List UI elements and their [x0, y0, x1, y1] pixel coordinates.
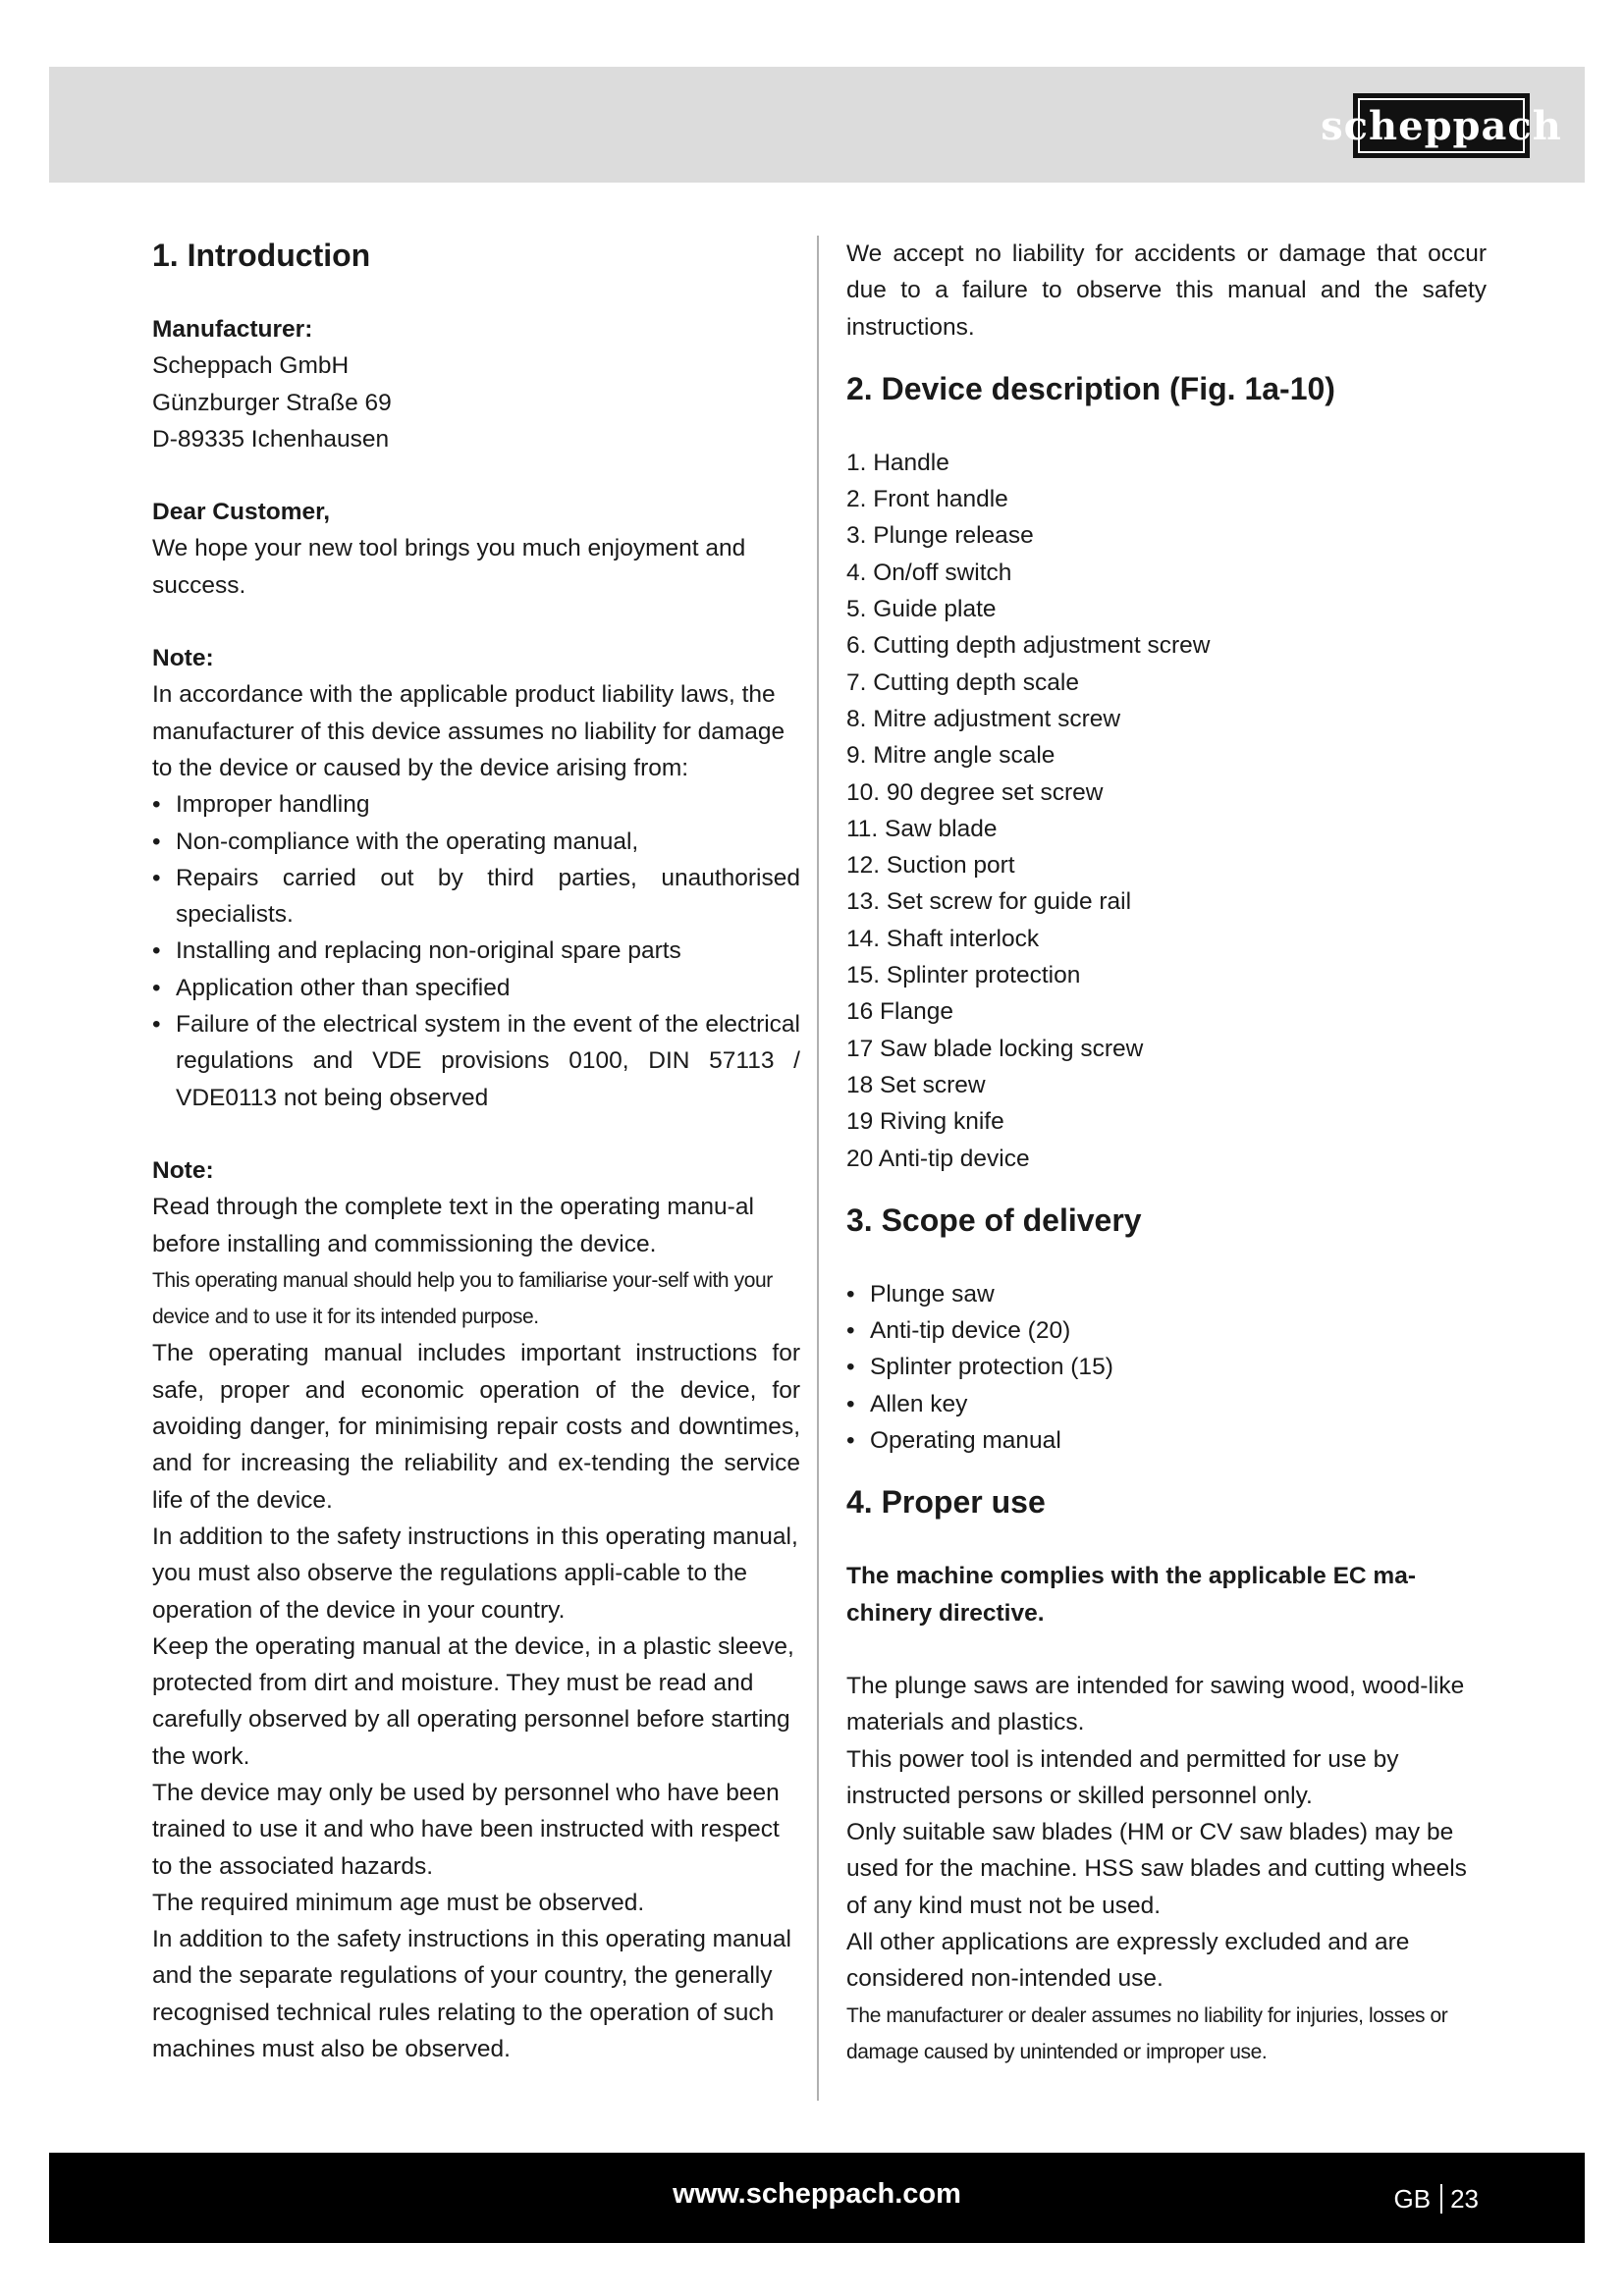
list-item: 7. Cutting depth scale [846, 668, 1079, 696]
list-item: 8. Mitre adjustment screw [846, 705, 1121, 732]
liability-text: We accept no liability for accidents or damage that occur due to a failure to observe this manual and the safety instructions. [846, 240, 1487, 341]
right-column [846, 236, 1487, 2070]
note-label: Note: [152, 1156, 214, 1184]
scheppach-logo: scheppach [1353, 93, 1530, 158]
paragraph: In addition to the safety instructions in this operating manual and the separate regulations of your country, the generally recognised technical rules relating to the operation of such machines must also be observed. [152, 1926, 791, 2063]
section-title-proper-use: 4. Proper use [846, 1484, 1046, 1521]
list-item: 15. Splinter protection [846, 962, 1081, 989]
address-line: Günzburger Straße 69 [152, 389, 392, 416]
list-item: 4. On/off switch [846, 559, 1012, 586]
paragraph: This operating manual should help you to familiarise your-self with your device and to use it for its intended purpose. [152, 1268, 773, 1329]
liability-exclusion-list [152, 786, 800, 1116]
list-item: 18 Set screw [846, 1071, 986, 1098]
address-line: Scheppach GmbH [152, 352, 350, 380]
paragraph: The operating manual includes important instructions for safe, proper and economic operation of the device, for avoiding danger, for minimising repair costs and downtimes, and for increasing the reliability and ex-tending the service life of the device. [152, 1340, 800, 1514]
paragraph: The plunge saws are intended for sawing wood, wood-like materials and plastics. [846, 1672, 1465, 1736]
list-item: • Anti-tip device (20) [846, 1312, 1487, 1349]
greeting-text: We hope your new tool brings you much enjoyment and success. [152, 535, 746, 599]
paragraph: Read through the complete text in the operating manu-al before installing and commissioning the device. [152, 1194, 754, 1257]
website-link[interactable]: www.scheppach.com [673, 2178, 961, 2210]
list-item: • Application other than specified [152, 970, 800, 1006]
paragraph: The manufacturer or dealer assumes no liability for injuries, losses or damage caused by unintended or improper use. [846, 2003, 1448, 2063]
list-item: • Operating manual [846, 1422, 1487, 1459]
list-item: 11. Saw blade [846, 815, 998, 842]
list-item: • Splinter protection (15) [846, 1349, 1487, 1385]
list-item: 12. Suction port [846, 852, 1015, 880]
list-item: 20 Anti-tip device [846, 1145, 1030, 1172]
list-item: 16 Flange [846, 998, 953, 1026]
page-number: 23 [1450, 2184, 1479, 2214]
note-label: Note: [152, 645, 214, 672]
note-text: In accordance with the applicable product liability laws, the manufacturer of this device assumes no liability for damage to the device or caused by the device arising from: [152, 681, 785, 781]
list-item: 2. Front handle [846, 486, 1008, 513]
list-item: 19 Riving knife [846, 1108, 1004, 1136]
list-item: • Plunge saw [846, 1276, 1487, 1312]
list-item: 17 Saw blade locking screw [846, 1035, 1144, 1062]
list-item: 5. Guide plate [846, 596, 997, 623]
list-item: • Allen key [846, 1386, 1487, 1422]
manufacturer-label: Manufacturer: [152, 316, 313, 343]
paragraph: Only suitable saw blades (HM or CV saw blades) may be used for the machine. HSS saw blades and cutting wheels of any kind must not be used. [846, 1819, 1467, 1919]
paragraph: In addition to the safety instructions in this operating manual, you must also observe the regulations appli-cable to the operation of the device in your country. [152, 1522, 798, 1624]
paragraph: The device may only be used by personnel who have been trained to use it and who have been instructed with respect to the associated hazards. [152, 1779, 780, 1880]
list-item: 10. 90 degree set screw [846, 778, 1104, 806]
list-item: • Improper handling [152, 786, 800, 823]
list-item: • Failure of the electrical system in the event of the electrical regulations and VDE provisions 0100, DIN 57113 / VDE0113 not being observed [152, 1006, 800, 1116]
left-column [152, 236, 800, 2067]
paragraph: The required minimum age must be observed. [152, 1889, 645, 1916]
directive-statement: The machine complies with the applicable EC ma-chinery directive. [846, 1563, 1416, 1627]
section-title-introduction: 1. Introduction [152, 238, 371, 273]
section-title-scope-of-delivery: 3. Scope of delivery [846, 1201, 1142, 1238]
list-item: • Repairs carried out by third parties, unauthorised specialists. [152, 860, 800, 934]
list-item: 9. Mitre angle scale [846, 742, 1056, 770]
list-item: 6. Cutting depth adjustment screw [846, 632, 1211, 660]
list-item: 1. Handle [846, 449, 949, 476]
list-item: • Installing and replacing non-original spare parts [152, 933, 800, 969]
footer-band [49, 2153, 1585, 2243]
list-item: • Non-compliance with the operating manual, [152, 824, 800, 860]
language-code: GB [1393, 2184, 1432, 2214]
list-item: 14. Shaft interlock [846, 925, 1040, 952]
scope-list [846, 1276, 1487, 1459]
list-item: 3. Plunge release [846, 522, 1034, 550]
header-band [49, 67, 1585, 183]
address-line: D-89335 Ichenhausen [152, 425, 390, 453]
column-divider [817, 236, 819, 2101]
list-item: 13. Set screw for guide rail [846, 888, 1132, 916]
section-title-device-description: 2. Device description (Fig. 1a-10) [846, 370, 1335, 406]
paragraph: Keep the operating manual at the device, in a plastic sleeve, protected from dirt and moisture. They must be read and carefully observed by all operating personnel before starting the work. [152, 1632, 794, 1770]
parts-list [846, 445, 1487, 1177]
greeting: Dear Customer, [152, 499, 331, 526]
separator [1440, 2184, 1442, 2214]
paragraph: This power tool is intended and permitted for use by instructed persons or skilled personnel only. [846, 1745, 1399, 1809]
page-indicator [1394, 2184, 1480, 2215]
paragraph: All other applications are expressly excluded and are considered non-intended use. [846, 1928, 1410, 1993]
